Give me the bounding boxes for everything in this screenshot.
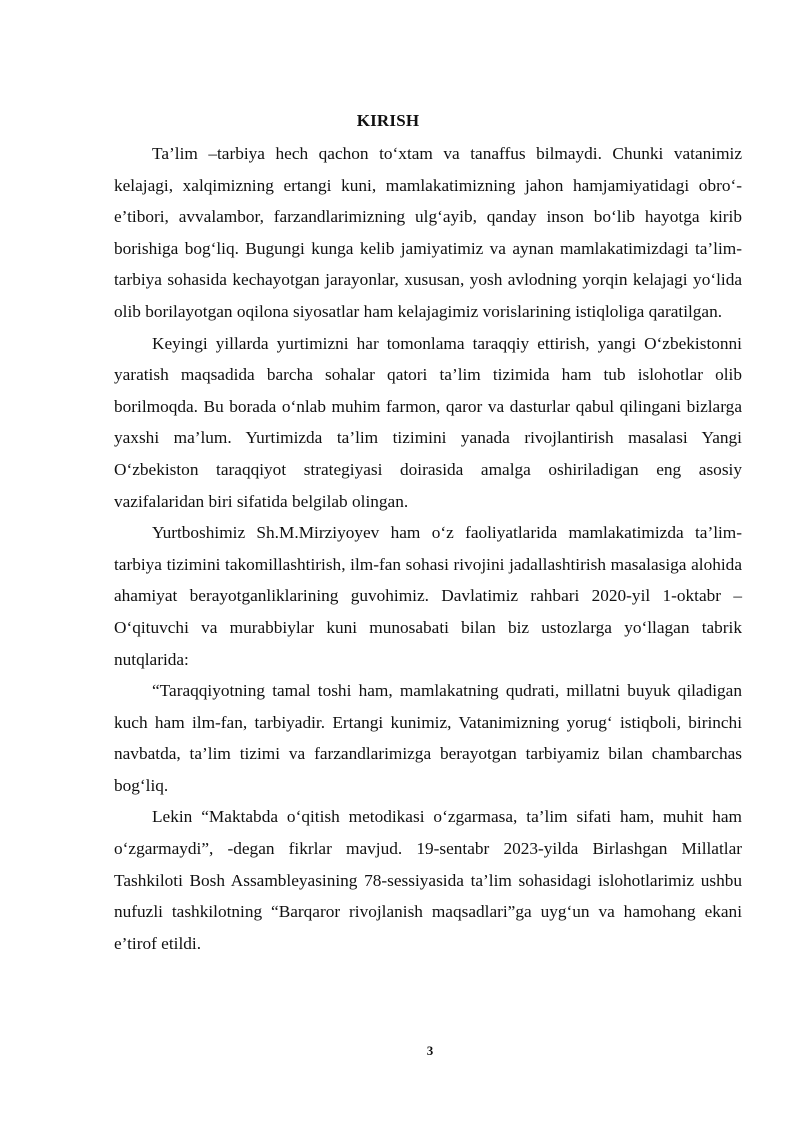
paragraph-2: Keyingi yillarda yurtimizni har tomonlama taraqqiy ettirish, yangi O‘zbekistonni yaratish maqsadida barcha sohalar qatori ta’lim tizimida ham tub islohotlar olib borilmoqda. Bu borada o‘nlab muhim farmon, qaror va dasturlar qabul qilingani bizlarga yaxshi ma’lum. Yurtimizda ta’lim tizimini yanada rivojlantirish masalasi Yangi O‘zbekiston taraqqiyot strategiyasi doirasida amalga oshiriladigan eng asosiy vazifalaridan biri sifatida belgilab olingan. xyxy=(114,333,742,511)
paragraph-5: Lekin “Maktabda o‘qitish metodikasi o‘zgarmasa, ta’lim sifati ham, muhit ham o‘zgarmaydi”, -degan fikrlar mavjud. 19-sentabr 2023-yilda Birlashgan Millatlar Tashkiloti Bosh Assambleyasining 78-sessiyasida ta’lim sohasidagi islohotlarimiz ushbu nufuzli tashkilotning “Barqaror rivojlanish maqsadlari”ga uyg‘un va hamohang ekani e’tirof etildi. xyxy=(114,807,742,953)
page-number: 3 xyxy=(426,1043,434,1058)
paragraph-1: Ta’lim –tarbiya hech qachon to‘xtam va tanaffus bilmaydi. Chunki vatanimiz kelajagi, xalqimizning ertangi kuni, mamlakatimizning jahon hamjamiyatidagi obro‘-e’tibori, avvalambor, farzandlarimizning ulg‘ayib, qanday inson bo‘lib hayotga kirib borishiga bog‘liq. Bugungi kunga kelib jamiyatimiz va aynan mamlakatimizdagi ta’lim-tarbiya sohasida kechayotgan jarayonlar, xususan, yosh avlodning yorqin kelajagi yo‘lida olib borilayotgan oqilona siyosatlar ham kelajagimiz vorislarining istiqloliga qaratilgan. xyxy=(114,144,742,321)
document-body xyxy=(114,138,742,959)
paragraph-4: “Taraqqiyotning tamal toshi ham, mamlakatning qudrati, millatni buyuk qiladigan kuch ham ilm-fan, tarbiyadir. Ertangi kunimiz, Vatanimizning yorug‘ istiqboli, birinchi navbatda, ta’lim tizimi va farzandlarimizga berayotgan tarbiyamiz bilan chambarchas bog‘liq. xyxy=(114,681,742,795)
page-title: KIRISH xyxy=(356,111,420,130)
paragraph-3: Yurtboshimiz Sh.M.Mirziyoyev ham o‘z faoliyatlarida mamlakatimizda ta’lim-tarbiya tizimini takomillashtirish, ilm-fan sohasi rivojini jadallashtirish masalasiga alohida ahamiyat berayotganliklarining guvohimiz. Davlatimiz rahbari 2020-yil 1-oktabr – O‘qituvchi va murabbiylar kuni munosabati bilan biz ustozlarga yo‘llagan tabrik nutqlarida: xyxy=(114,523,742,669)
